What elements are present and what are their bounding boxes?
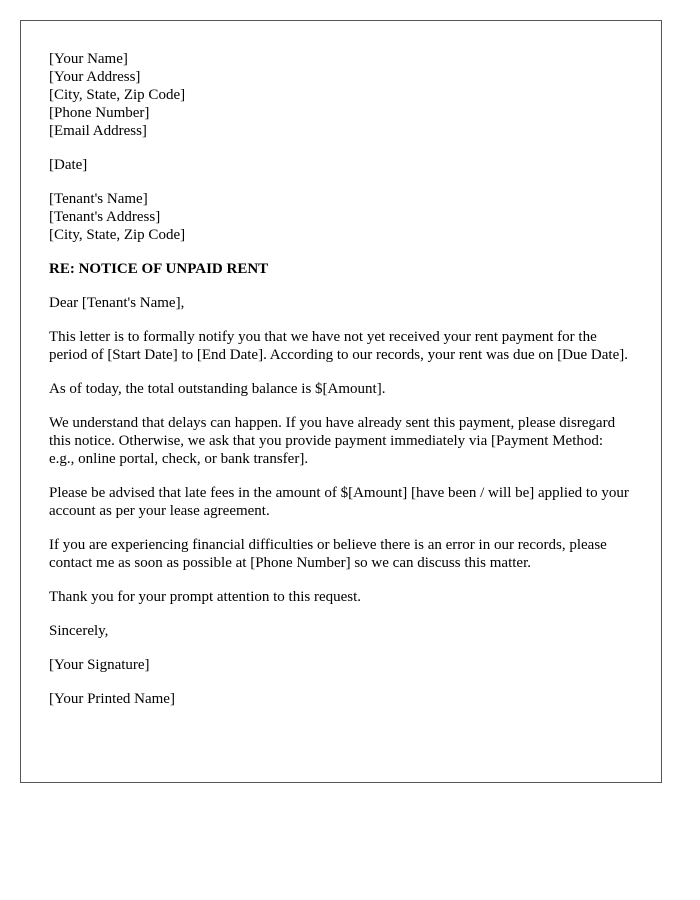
letter-date: [Date] [49, 157, 88, 173]
recipient-city: [City, State, Zip Code] [49, 227, 186, 243]
subject-line: RE: NOTICE OF UNPAID RENT [49, 261, 269, 277]
body-paragraph: Please be advised that late fees in the amount of $[Amount] [have been / will be] applied to your account as per your lease agreement. [49, 485, 629, 519]
body-paragraph: As of today, the total outstanding balance is $[Amount]. [49, 381, 386, 397]
sender-city: [City, State, Zip Code] [49, 87, 186, 103]
sender-email: [Email Address] [49, 123, 147, 139]
recipient-name: [Tenant's Name] [49, 191, 148, 207]
signature: [Your Signature] [49, 657, 150, 673]
sender-name: [Your Name] [49, 51, 128, 67]
body-paragraph: We understand that delays can happen. If you have already sent this payment, please disregard this notice. Otherwise, we ask that you provide payment immediately via [Payment Method: e.g., online portal, check, or bank transfer]. [49, 415, 616, 467]
recipient-address [49, 190, 632, 244]
sender-phone: [Phone Number] [49, 105, 150, 121]
body-paragraph: This letter is to formally notify you that we have not yet received your rent payment for the period of [Start Date] to [End Date]. According to our records, your rent was due on [Due Date]. [49, 329, 628, 363]
letter [20, 20, 662, 783]
body-paragraph: If you are experiencing financial difficulties or believe there is an error in our records, please contact me as soon as possible at [Phone Number] so we can discuss this matter. [49, 537, 607, 571]
sender-address [49, 50, 632, 140]
sender-street: [Your Address] [49, 69, 141, 85]
recipient-street: [Tenant's Address] [49, 209, 161, 225]
salutation: Dear [Tenant's Name], [49, 295, 185, 311]
body-paragraph: Thank you for your prompt attention to this request. [49, 589, 362, 605]
closing: Sincerely, [49, 623, 109, 639]
printed-name: [Your Printed Name] [49, 691, 175, 707]
